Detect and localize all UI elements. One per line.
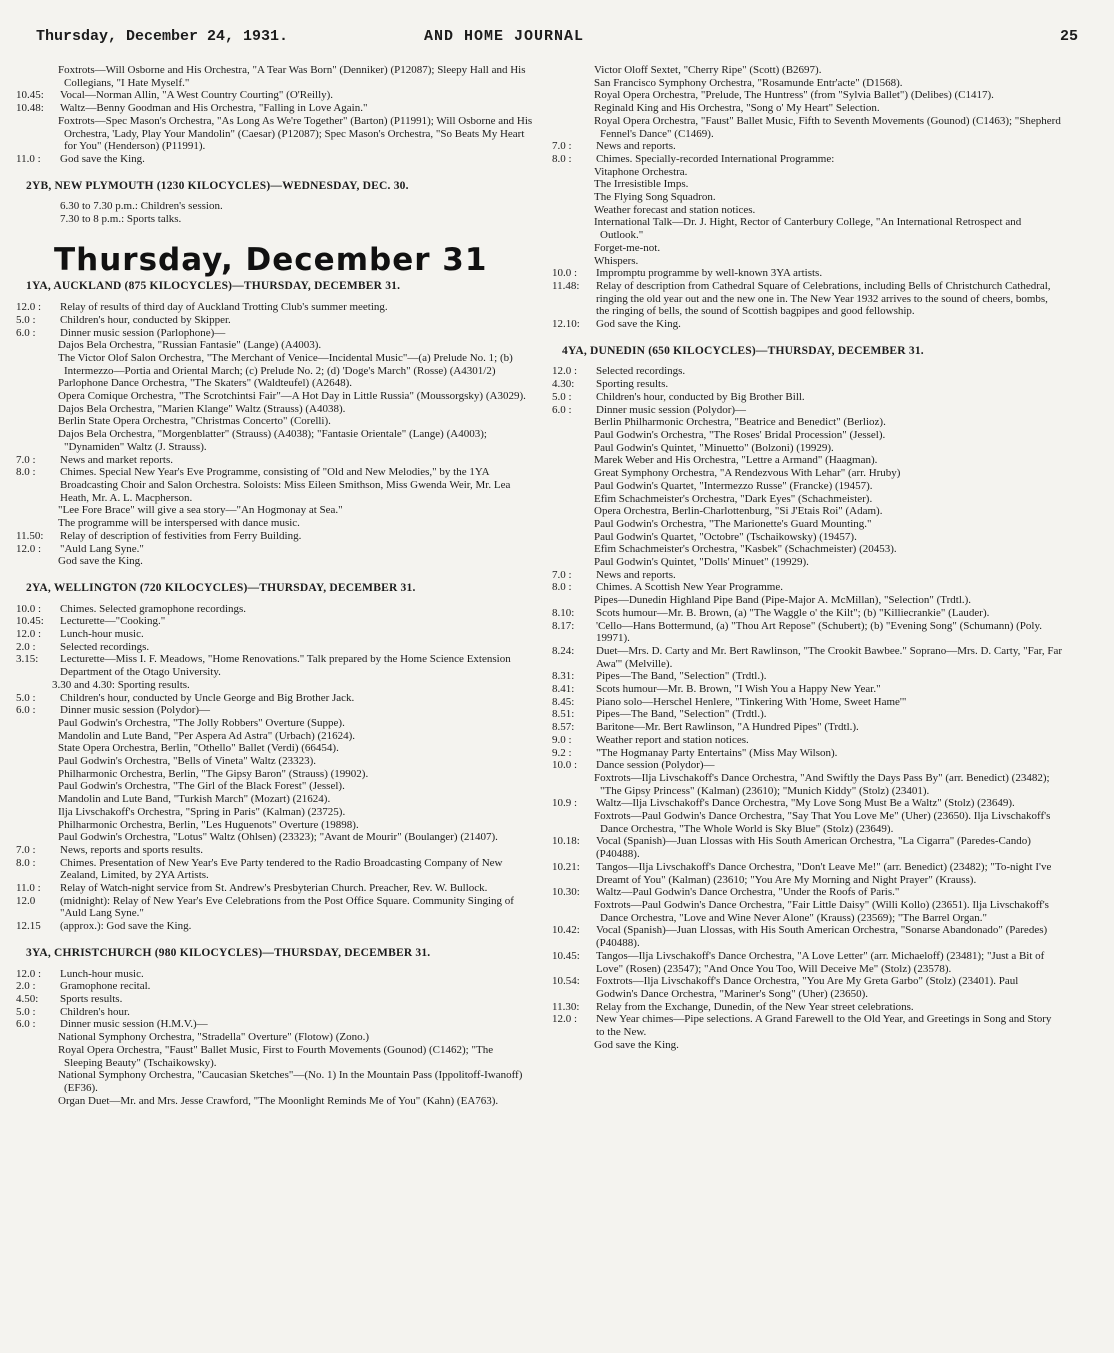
programme-line: Whispers. xyxy=(594,254,639,267)
station-heading: 2YB, NEW PLYMOUTH (1230 KILOCYCLES)—WEDNESDAY, DEC. 30. xyxy=(26,179,409,192)
page-number: 25 xyxy=(1059,28,1078,45)
programme-line: Victor Oloff Sextet, "Cherry Ripe" (Scott) (B2697). xyxy=(594,64,822,76)
schedule-time: 4.30: xyxy=(552,378,575,391)
schedule-text: Dance session (Polydor)— xyxy=(596,759,715,772)
programme-line: Dajos Bela Orchestra, "Russian Fantasie" (Lange) (A4003). xyxy=(58,339,322,352)
schedule-item xyxy=(552,404,1062,417)
schedule-item xyxy=(16,603,534,616)
schedule-time: 12.10: xyxy=(552,318,580,331)
schedule-time: 8.45: xyxy=(552,695,575,708)
programme-line: Royal Opera Orchestra, "Faust" Ballet Music, Fifth to Seventh Movements (Gounod) (C1463); "Shepherd Fennel's Dance" (C1469). xyxy=(594,114,1061,140)
schedule-time: 7.0 : xyxy=(16,453,36,466)
schedule-text: Relay of description of festivities from Ferry Building. xyxy=(60,529,302,542)
programme-line: Opera Comique Orchestra, "The Scrotchintsi Fair"—A Hot Day in Little Russia" (Moussorgsky) (A3029). xyxy=(58,390,526,403)
schedule-time: 7.0 : xyxy=(552,140,572,153)
schedule-text: Sporting results. xyxy=(596,378,669,391)
schedule-item xyxy=(552,365,1062,378)
schedule-item xyxy=(16,314,534,327)
programme-line: Vitaphone Orchestra. xyxy=(594,165,688,178)
programme-line: Reginald King and His Orchestra, "Song o' My Heart" Selection. xyxy=(594,102,880,115)
schedule-item xyxy=(552,581,1062,594)
programme-line: Efim Schachmeister's Orchestra, "Kasbek" (Schachmeister) (20453). xyxy=(594,543,897,556)
schedule-item xyxy=(552,696,1062,709)
schedule-time: 8.31: xyxy=(552,670,575,683)
schedule-time: 10.45: xyxy=(16,615,44,628)
right-column xyxy=(552,64,1062,1314)
schedule-time: 8.0 : xyxy=(552,152,572,165)
schedule-text: Relay from the Exchange, Dunedin, of the New Year street celebrations. xyxy=(596,1000,914,1013)
schedule-time: 12.15 xyxy=(16,920,41,933)
schedule-text: "The Hogmanay Party Entertains" (Miss May Wilson). xyxy=(596,746,838,759)
schedule-text: Vocal—Norman Allin, "A West Country Courting" (O'Reilly). xyxy=(60,89,334,102)
programme-line: Paul Godwin's Orchestra, "Lotus" Waltz (Ohlsen) (23323); "Avant de Mourir" (Boulanger) (21407). xyxy=(58,831,498,844)
schedule-item xyxy=(16,301,534,314)
schedule-text: God save the King. xyxy=(596,318,681,331)
schedule-time: 5.0 : xyxy=(16,313,36,326)
schedule-item xyxy=(552,645,1062,670)
schedule-item xyxy=(552,721,1062,734)
text-line: Foxtrots—Will Osborne and His Orchestra, "A Tear Was Born" (Denniker) (P12087); Sleepy Hall and His Collegians, "I Hate Myself." xyxy=(58,64,526,89)
programme-line: State Opera Orchestra, Berlin, "Othello" Ballet (Verdi) (66454). xyxy=(58,742,339,755)
schedule-time: 5.0 : xyxy=(16,691,36,704)
schedule-item xyxy=(16,89,534,102)
programme-line: Ilja Livschakoff's Orchestra, "Spring in Paris" (Kalman) (23725). xyxy=(58,805,346,818)
schedule-time: 8.41: xyxy=(552,683,575,696)
programme-line: International Talk—Dr. J. Hight, Rector of Canterbury College, "An International Retrospect and Outlook." xyxy=(594,216,1022,242)
schedule-text: Children's hour, conducted by Uncle George and Big Brother Jack. xyxy=(60,691,355,704)
schedule-item xyxy=(16,653,534,678)
schedule-time: 8.51: xyxy=(552,708,575,721)
schedule-text: Piano solo—Herschel Henlere, "Tinkering With 'Home, Sweet Hame'" xyxy=(596,695,907,708)
schedule-text: News and reports. xyxy=(596,140,676,153)
schedule-item xyxy=(16,895,534,920)
programme-line: Organ Duet—Mr. and Mrs. Jesse Crawford, "The Moonlight Reminds Me of You" (Kahn) (EA763). xyxy=(58,1094,499,1107)
programme-line: Opera Orchestra, Berlin-Charlottenburg, "Si J'Etais Roi" (Adam). xyxy=(594,505,883,518)
schedule-time: 10.45: xyxy=(16,89,44,102)
schedule-time: 6.0 : xyxy=(552,403,572,416)
schedule-text: Pipes—The Band, "Selection" (Trdtl.). xyxy=(596,708,767,721)
schedule-time: 11.50: xyxy=(16,529,44,542)
programme-line: National Symphony Orchestra, "Caucasian Sketches"—(No. 1) In the Mountain Pass (Ippolitoff-Iwanoff) (EF36). xyxy=(58,1069,523,1094)
schedule-time: 12.0 : xyxy=(16,301,42,314)
schedule-item xyxy=(16,153,534,166)
station-heading: 3YA, CHRISTCHURCH (980 KILOCYCLES)—THURSDAY, DECEMBER 31. xyxy=(26,946,431,959)
programme-line: Berlin Philharmonic Orchestra, "Beatrice and Benedict" (Berlioz). xyxy=(594,416,886,429)
schedule-text: Selected recordings. xyxy=(60,640,150,653)
schedule-time: 8.57: xyxy=(552,721,575,734)
text-line: Foxtrots—Paul Godwin's Dance Orchestra, "Fair Little Daisy" (Willi Kollo) (23651). Ilja Livschakoff's Dance Orchestra, "Love and Wine Never Alone" (Krauss) (23569); "The Barrel Organ." xyxy=(594,899,1049,924)
schedule-item xyxy=(16,882,534,895)
schedule-text: News and market reports. xyxy=(60,453,174,466)
text-line: God save the King. xyxy=(594,1038,679,1051)
schedule-item xyxy=(552,318,1062,331)
programme-line: National Symphony Orchestra, "Stradella" Overture" (Flotow) (Zono.) xyxy=(58,1031,370,1044)
schedule-time: 8.24: xyxy=(552,644,575,657)
programme-line: Royal Opera Orchestra, "Prelude, The Huntress" (from "Sylvia Ballet") (Delibes) (C1417). xyxy=(594,89,994,102)
schedule-item xyxy=(16,466,534,504)
schedule-time: 12.0 : xyxy=(16,542,42,555)
schedule-item xyxy=(552,886,1062,899)
schedule-time: 10.42: xyxy=(552,924,580,937)
schedule-text: Selected recordings. xyxy=(596,365,686,378)
schedule-time: 11.30: xyxy=(552,1000,580,1013)
schedule-item xyxy=(552,708,1062,721)
schedule-item xyxy=(16,454,534,467)
schedule-item xyxy=(552,683,1062,696)
schedule-text: Vocal (Spanish)—Juan Llossas, with His South American Orchestra, "Sonarse Abandonado" (Paredes) (P40488). xyxy=(596,924,1048,950)
schedule-time: 8.0 : xyxy=(552,581,572,594)
schedule-item xyxy=(552,759,1062,772)
schedule-item xyxy=(16,615,534,628)
schedule-text: Lecturette—"Cooking." xyxy=(60,615,166,628)
schedule-time: 6.0 : xyxy=(16,704,36,717)
programme-line: Paul Godwin's Quintet, "Minuetto" (Bolzoni) (19929). xyxy=(594,441,834,454)
schedule-text: Relay of Watch-night service from St. Andrew's Presbyterian Church. Preacher, Rev. W. Bullock. xyxy=(60,882,488,895)
programme-line: Weather forecast and station notices. xyxy=(594,203,756,216)
schedule-text: Dinner music session (H.M.V.)— xyxy=(60,1018,208,1031)
page-header xyxy=(36,28,1078,50)
schedule-item xyxy=(552,620,1062,645)
schedule-text: Dinner music session (Polydor)— xyxy=(596,403,747,416)
schedule-text: Chimes. Special New Year's Eve Programme, consisting of "Old and New Melodies," by the 1YA Broadcasting Choir and Salon Orchestra. Soloists: Miss Eileen Smithson, Miss Gwenda Weir, Mr. Lea Heath, Mr. A. L. Macpherson. xyxy=(60,466,511,504)
schedule-text: Weather report and station notices. xyxy=(596,733,749,746)
station-heading: 2YA, WELLINGTON (720 KILOCYCLES)—THURSDAY, DECEMBER 31. xyxy=(26,581,416,594)
programme-line: Paul Godwin's Orchestra, "The Roses' Bridal Procession" (Jessel). xyxy=(594,428,886,441)
schedule-text: Chimes. Selected gramophone recordings. xyxy=(60,602,247,615)
schedule-text: Impromptu programme by well-known 3YA artists. xyxy=(596,267,823,280)
programme-line: Mandolin and Lute Band, "Turkish March" (Mozart) (21624). xyxy=(58,793,331,806)
schedule-item xyxy=(552,797,1062,810)
day-title: Thursday, December 31 xyxy=(54,241,488,278)
schedule-text: Chimes. Presentation of New Year's Eve Party tendered to the Radio Broadcasting Company of New Zealand, Limited, by 2YA Artists. xyxy=(60,856,503,882)
station-heading: 1YA, AUCKLAND (875 KILOCYCLES)—THURSDAY, DECEMBER 31. xyxy=(26,280,401,293)
schedule-time: 11.48: xyxy=(552,279,580,292)
programme-line: Paul Godwin's Quartet, "Intermezzo Russe" (Francke) (19457). xyxy=(594,479,873,492)
programme-line: The programme will be interspersed with dance music. xyxy=(58,517,300,530)
schedule-text: Children's hour, conducted by Big Brother Bill. xyxy=(596,390,805,403)
station-heading: 4YA, DUNEDIN (650 KILOCYCLES)—THURSDAY, DECEMBER 31. xyxy=(562,344,924,357)
schedule-item xyxy=(16,628,534,641)
header-date: Thursday, December 24, 1931. xyxy=(36,28,289,45)
schedule-text: Chimes. Specially-recorded International Programme: xyxy=(596,152,835,165)
schedule-time: 6.0 : xyxy=(16,326,36,339)
schedule-time: 8.0 : xyxy=(16,466,36,479)
text-line: Pipes—Dunedin Highland Pipe Band (Pipe-Major A. McMillan), "Selection" (Trdtl.). xyxy=(594,594,972,607)
schedule-time: 8.10: xyxy=(552,606,575,619)
schedule-item xyxy=(552,835,1062,860)
programme-line: The Flying Song Squadron. xyxy=(594,191,716,204)
schedule-text: 'Cello—Hans Bottermund, (a) "Thou Art Repose" (Schubert); (b) "Evening Song" (Schumann) (Poly. 19971). xyxy=(596,619,1043,645)
schedule-item xyxy=(552,1013,1062,1038)
programme-line: Paul Godwin's Orchestra, "Bells of Vineta" Waltz (23323). xyxy=(58,755,316,768)
schedule-time: 7.0 : xyxy=(16,843,36,856)
schedule-item xyxy=(552,607,1062,620)
schedule-text: Waltz—Benny Goodman and His Orchestra, "Falling in Love Again." xyxy=(60,102,368,115)
schedule-item xyxy=(552,975,1062,1000)
schedule-time: 10.45: xyxy=(552,949,580,962)
schedule-text: Children's hour, conducted by Skipper. xyxy=(60,313,231,326)
schedule-text: Chimes. A Scottish New Year Programme. xyxy=(596,581,783,594)
schedule-item xyxy=(16,980,534,993)
schedule-time: 5.0 : xyxy=(16,1005,36,1018)
programme-line: Philharmonic Orchestra, Berlin, "Les Huguenots" Overture (19898). xyxy=(58,818,359,831)
schedule-time: 10.54: xyxy=(552,975,580,988)
schedule-time: 12.0 xyxy=(16,894,36,907)
schedule-text: Relay of results of third day of Auckland Trotting Club's summer meeting. xyxy=(60,301,388,314)
schedule-item xyxy=(16,857,534,882)
header-journal-title: AND HOME JOURNAL xyxy=(424,28,585,45)
schedule-item xyxy=(16,641,534,654)
schedule-text: Scots humour—Mr. B. Brown, (a) "The Waggle o' the Kilt"; (b) "Killiecrankie" (Lauder). xyxy=(596,606,990,619)
schedule-time: 6.0 : xyxy=(16,1018,36,1031)
schedule-item xyxy=(552,280,1062,318)
schedule-text: God save the King. xyxy=(60,152,145,165)
schedule-text: "Auld Lang Syne." xyxy=(60,542,144,555)
schedule-time: 12.0 : xyxy=(552,365,578,378)
text-line: 7.30 to 8 p.m.: Sports talks. xyxy=(60,213,182,226)
schedule-text: Waltz—Paul Godwin's Dance Orchestra, "Under the Roofs of Paris." xyxy=(596,886,900,899)
schedule-item xyxy=(16,327,534,340)
schedule-time: 10.0 : xyxy=(16,602,42,615)
schedule-text: Pipes—The Band, "Selection" (Trdtl.). xyxy=(596,670,767,683)
schedule-item xyxy=(552,747,1062,760)
schedule-time: 12.0 : xyxy=(16,967,42,980)
schedule-item xyxy=(16,844,534,857)
programme-line: Paul Godwin's Orchestra, "The Jolly Robbers" Overture (Suppe). xyxy=(58,716,345,729)
text-line: Foxtrots—Ilja Livschakoff's Dance Orchestra, "And Swiftly the Days Pass By" (arr. Benedict) (23482); "The Gipsy Princess" (Kalman) (23610); "Munich Kiddy" (Stolz) (23401). xyxy=(594,771,1050,797)
schedule-text: Children's hour. xyxy=(60,1005,130,1018)
schedule-time: 10.48: xyxy=(16,102,44,115)
programme-line: Royal Opera Orchestra, "Faust" Ballet Music, First to Fourth Movements (Gounod) (C1462); "The Sleeping Beauty" (Tschaikowsky). xyxy=(58,1043,494,1069)
schedule-text: Lunch-hour music. xyxy=(60,967,144,980)
schedule-text: Sports results. xyxy=(60,993,123,1005)
schedule-text: News, reports and sports results. xyxy=(60,843,203,856)
schedule-time: 9.2 : xyxy=(552,746,572,759)
programme-line: The Irresistible Imps. xyxy=(594,178,689,191)
schedule-item xyxy=(16,920,534,933)
schedule-text: News and reports. xyxy=(596,568,676,581)
schedule-time: 5.0 : xyxy=(552,390,572,403)
programme-line: Paul Godwin's Quartet, "Octobre" (Tschaikowsky) (19457). xyxy=(594,530,857,543)
schedule-time: 12.0 : xyxy=(552,1013,578,1026)
schedule-text: New Year chimes—Pipe selections. A Grand Farewell to the Old Year, and Greetings in Song and Story to the New. xyxy=(596,1013,1052,1039)
programme-line: Great Symphony Orchestra, "A Rendezvous With Lehar" (arr. Hruby) xyxy=(594,467,901,480)
schedule-item xyxy=(552,153,1062,166)
schedule-text: Dinner music session (Parlophone)— xyxy=(60,326,226,339)
schedule-time: 3.15: xyxy=(16,653,39,666)
schedule-text: Dinner music session (Polydor)— xyxy=(60,704,211,717)
schedule-item xyxy=(16,993,534,1006)
schedule-item xyxy=(552,391,1062,404)
schedule-time: 10.0 : xyxy=(552,759,578,772)
schedule-item xyxy=(552,734,1062,747)
programme-line: Paul Godwin's Quintet, "Dolls' Minuet" (19929). xyxy=(594,556,809,569)
schedule-item xyxy=(16,530,534,543)
schedule-text: Baritone—Mr. Bert Rawlinson, "A Hundred Pipes" (Trdtl.). xyxy=(596,721,859,734)
schedule-text: Gramophone recital. xyxy=(60,980,151,993)
schedule-text: Tangos—Ilja Livschakoff's Dance Orchestra, "Don't Leave Me!" (arr. Benedict) (23482); "To-night I've Dreamt of You" (Kalman) (23610; "You Are My Morning and Night Prayer" (Krauss). xyxy=(596,860,1052,886)
schedule-time: 10.30: xyxy=(552,886,580,899)
schedule-time: 2.0 : xyxy=(16,640,36,653)
schedule-time: 10.0 : xyxy=(552,267,578,280)
programme-line: Forget-me-not. xyxy=(594,241,661,254)
schedule-item xyxy=(16,102,534,115)
schedule-item xyxy=(16,968,534,981)
programme-line: Dajos Bela Orchestra, "Morgenblatter" (Strauss) (A4038); "Fantasie Orientale" (Lange) (A4003); "Dynamiden" Waltz (J. Strauss). xyxy=(58,428,487,453)
programme-line: Parlophone Dance Orchestra, "The Skaters" (Waldteufel) (A2648). xyxy=(58,377,352,390)
programme-line: Paul Godwin's Orchestra, "The Girl of the Black Forest" (Jessel). xyxy=(58,780,345,793)
schedule-time: 11.0 : xyxy=(16,882,41,895)
text-line: God save the King. xyxy=(58,555,143,568)
schedule-time: 9.0 : xyxy=(552,733,572,746)
schedule-time: 10.9 : xyxy=(552,797,578,810)
programme-line: Marek Weber and His Orchestra, "Lettre a Armand" (Haagman). xyxy=(594,454,878,467)
schedule-text: Duet—Mrs. D. Carty and Mr. Bert Rawlinson, "The Crookit Bawbee." Soprano—Mrs. D. Carty, "Far, Far Awa'" (Melville). xyxy=(596,644,1062,670)
schedule-time: 4.50: xyxy=(16,993,39,1005)
schedule-item xyxy=(16,692,534,705)
programme-line: Dajos Bela Orchestra, "Marien Klange" Waltz (Strauss) (A4038). xyxy=(58,402,346,415)
programme-line: Mandolin and Lute Band, "Per Aspera Ad Astra" (Urbach) (21624). xyxy=(58,729,356,742)
schedule-text: Lecturette—Miss I. F. Meadows, "Home Renovations." Talk prepared by the Home Science Extension Department of the Otago University. xyxy=(60,653,511,679)
schedule-time: 8.0 : xyxy=(16,856,36,869)
left-column xyxy=(16,64,534,1344)
schedule-item xyxy=(16,704,534,717)
schedule-item xyxy=(552,861,1062,886)
schedule-item xyxy=(16,543,534,556)
schedule-item xyxy=(552,950,1062,975)
schedule-text: Vocal (Spanish)—Juan Llossas with His South American Orchestra, "La Cigarra" (Paredes-Cando) (P40488). xyxy=(596,835,1031,861)
schedule-text: Lunch-hour music. xyxy=(60,628,144,641)
programme-line: Berlin State Opera Orchestra, "Christmas Concerto" (Corelli). xyxy=(58,415,331,428)
schedule-text: Tangos—Ilja Livschakoff's Dance Orchestra, "A Love Letter" (arr. Michaeloff) (23481); "Just a Bit of Love" (Rosen) (23547); "And Once You Too, Will Deceive Me" (Stolz) (23578). xyxy=(596,949,1045,975)
schedule-time: 8.17: xyxy=(552,619,575,632)
text-line: 3.30 and 4.30: Sporting results. xyxy=(52,678,190,691)
programme-line: "Lee Fore Brace" will give a sea story—"An Hogmonay at Sea." xyxy=(58,504,343,517)
schedule-item xyxy=(552,140,1062,153)
schedule-text: Relay of description from Cathedral Square of Celebrations, including Bells of Christchurch Cathedral, ringing the old year out and the new one in. The New Year 1932 arrives to the sound of cheers, bombs, the ringing of bells, the sound of Scottish bagpipes and good fellowship. xyxy=(596,279,1051,318)
programme-line: The Victor Olof Salon Orchestra, "The Merchant of Venice—Incidental Music"—(a) Prelude No. 1; (b) Intermezzo—Portia and Oriental March; (c) Prelude No. 2; (d) 'Doge's March" (Rosse) (A4301/2) xyxy=(58,351,513,377)
schedule-time: 10.21: xyxy=(552,860,580,873)
schedule-item xyxy=(552,378,1062,391)
schedule-time: 11.0 : xyxy=(16,152,41,165)
schedule-time: 12.0 : xyxy=(16,628,42,641)
text-line: Foxtrots—Spec Mason's Orchestra, "As Long As We're Together" (Barton) (P11991); Will Osborne and His Orchestra, 'Lady, Play Your Mandolin" (Caesar) (P12087); Spec Mason's Orchestra, "So Beats My Heart for You" (Henderson) (P11991). xyxy=(58,114,533,153)
programme-line: Efim Schachmeister's Orchestra, "Dark Eyes" (Schachmeister). xyxy=(594,492,873,505)
schedule-item xyxy=(552,670,1062,683)
schedule-item xyxy=(16,1018,534,1031)
text-line: 6.30 to 7.30 p.m.: Children's session. xyxy=(60,200,223,213)
schedule-time: 2.0 : xyxy=(16,980,36,993)
schedule-time: 7.0 : xyxy=(552,568,572,581)
schedule-item xyxy=(552,924,1062,949)
programme-line: Paul Godwin's Orchestra, "The Marionette's Guard Mounting." xyxy=(594,517,872,530)
schedule-text: Scots humour—Mr. B. Brown, "I Wish You a Happy New Year." xyxy=(596,683,881,696)
programme-line: Philharmonic Orchestra, Berlin, "The Gipsy Baron" (Strauss) (19902). xyxy=(58,767,369,780)
schedule-text: Foxtrots—Ilja Livschakoff's Dance Orchestra, "You Are My Greta Garbo" (Stolz) (23401). Paul Godwin's Dance Orchestra, "Mariner's Song" (Uher) (23650). xyxy=(596,975,1019,1000)
programme-line: San Francisco Symphony Orchestra, "Rosamunde Entr'acte" (D1568). xyxy=(594,76,903,89)
schedule-item xyxy=(552,1001,1062,1014)
schedule-text: (midnight): Relay of New Year's Eve Celebrations from the Post Office Square. Community Singing of "Auld Lang Syne." xyxy=(60,894,514,920)
schedule-item xyxy=(552,569,1062,582)
schedule-text: Waltz—Ilja Livschakoff's Dance Orchestra, "My Love Song Must Be a Waltz" (Stolz) (23649). xyxy=(596,797,1015,810)
schedule-text: (approx.): God save the King. xyxy=(60,920,192,933)
text-line: Foxtrots—Paul Godwin's Dance Orchestra, "Say That You Love Me" (Uher) (23650). Ilja Livschakoff's Dance Orchestra, "The Whole World is Sky Blue" (Stolz) (23649). xyxy=(594,810,1051,835)
schedule-item xyxy=(552,267,1062,280)
schedule-item xyxy=(16,1006,534,1019)
schedule-time: 10.18: xyxy=(552,835,580,848)
